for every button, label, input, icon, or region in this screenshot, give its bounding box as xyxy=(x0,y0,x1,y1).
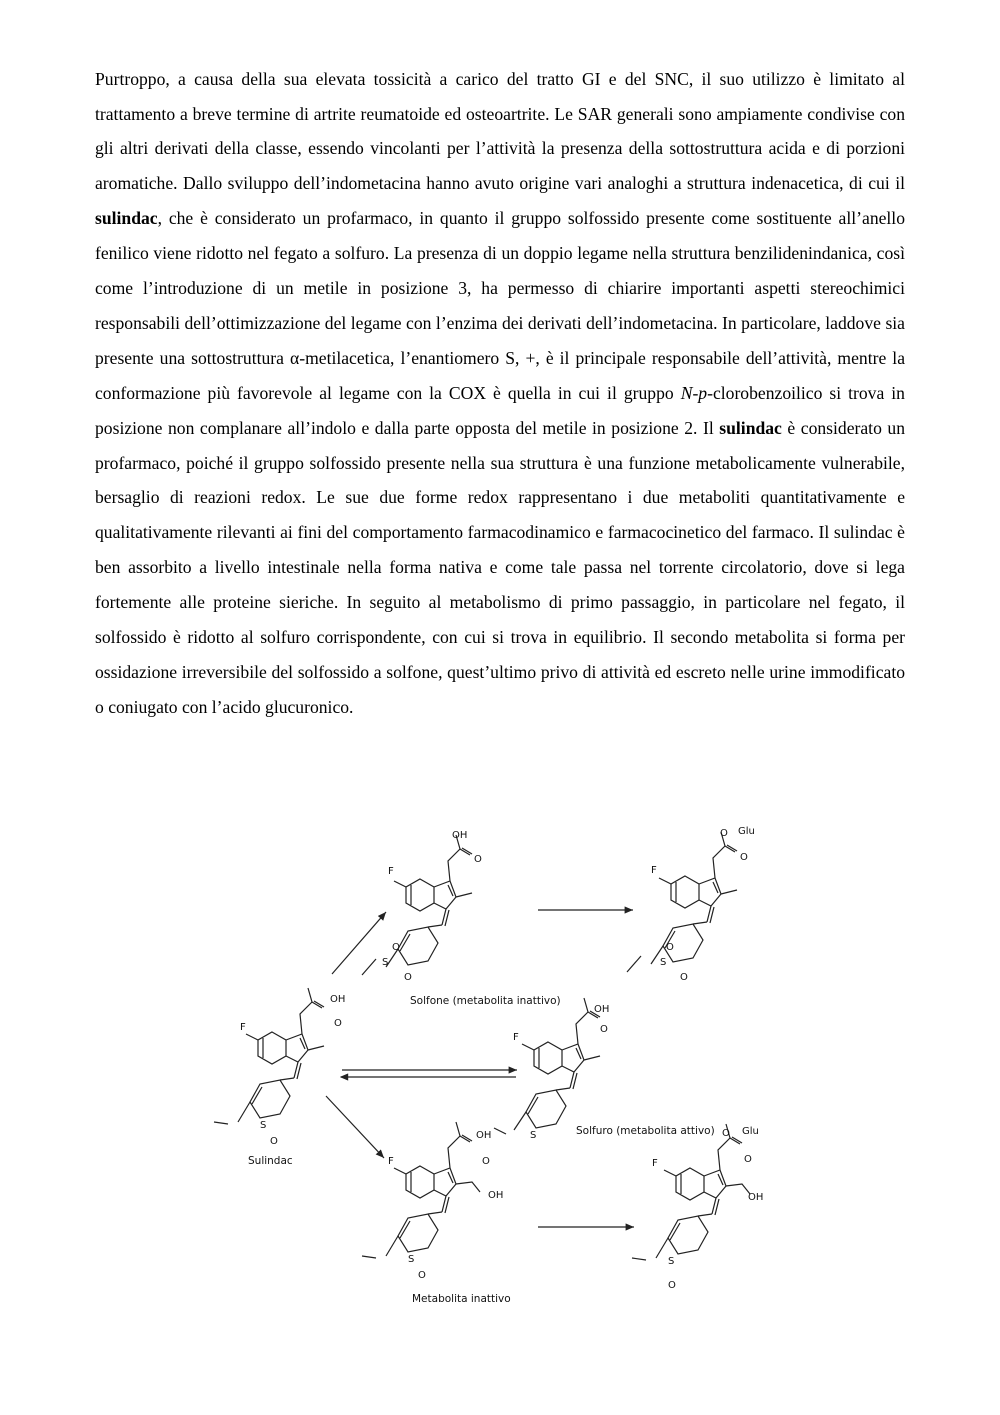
hydroxyl-label: OH xyxy=(452,830,468,841)
sulfur-label: S xyxy=(408,1254,415,1265)
metabolism-scheme xyxy=(0,800,1000,1320)
arrow-to-inactive-metabolite xyxy=(326,1096,384,1158)
caption-solfuro: Solfuro (metabolita attivo) xyxy=(576,1125,715,1137)
caption-metabolita-inattivo: Metabolita inattivo xyxy=(412,1293,511,1305)
oxygen-label: O xyxy=(680,972,688,983)
oxygen-label: O xyxy=(404,972,412,983)
text-run: è considerato un profarmaco, poiché il gruppo solfossido presente nella sua struttura è una funzione metabolicamente vulnerabile, bersaglio di reazioni redox. Le sue due forme redox rappresentano i due metaboliti quantitativamente e qualitativamente rilevanti ai fini del comportamento farmacodinamico e farmacocinetico del farmaco. Il sulindac è ben assorbito a livello intestinale nella forma nativa e come tale passa nel torrente circolatorio, dove si lega fortemente alle proteine sieriche. In seguito al metabolismo di primo passaggio, in particolare nel fegato, il solfossido è ridotto al solfuro corrispondente, con cui si trova in equilibrio. Il secondo metabolita si forma per ossidazione irreversibile del solfossido a solfone, quest’ultimo privo di attività ed escreto nelle urine immodificato o coniugato con l’acido glucuronico. xyxy=(95,417,905,717)
sulfur-label: S xyxy=(382,957,389,968)
sulfide-structure xyxy=(494,998,600,1134)
arrow-to-solfone xyxy=(332,912,389,974)
caption-solfone: Solfone (metabolita inattivo) xyxy=(410,995,561,1007)
oxygen-label: O xyxy=(270,1136,278,1147)
oxygen-label: O xyxy=(666,942,674,953)
hydroxyl-label: OH xyxy=(488,1190,504,1201)
oxygen-label: O xyxy=(392,942,400,953)
bold-term-sulindac: sulindac xyxy=(95,208,158,229)
glucuronide-label: Glu xyxy=(742,1126,759,1137)
sulfone-structure xyxy=(362,835,472,975)
text-run: Purtroppo, a causa della sua elevata tossicità a carico del tratto GI e del SNC, il suo utilizzo è limitato al trattamento a breve termine di artrite reumatoide ed osteoartrite. Le SAR generali sono ampiamente condivise con gli altri derivati della classe, essendo vincolanti per l’attività la presenza della sottostruttura acida e di porzioni aromatiche. Dallo sviluppo dell’indometacina hanno avuto origine vari analoghi a struttura indenacetica, di cui il xyxy=(95,68,905,194)
sulfur-label: S xyxy=(660,957,667,968)
sulfone-glucuronide-structure xyxy=(627,832,737,972)
oxygen-label: O xyxy=(722,1128,730,1139)
hydroxyl-label: OH xyxy=(330,994,346,1005)
bold-term-sulindac: sulindac xyxy=(719,417,782,438)
fluorine-label: F xyxy=(240,1022,246,1033)
oxygen-label: O xyxy=(668,1280,676,1291)
inactive-glucuronide-structure xyxy=(632,1124,750,1260)
sulindac-structure xyxy=(214,988,324,1124)
fluorine-label: F xyxy=(652,1158,658,1169)
caption-sulindac: Sulindac xyxy=(248,1155,293,1167)
glucuronide-label: Glu xyxy=(738,826,755,837)
body-paragraph xyxy=(95,62,905,725)
italic-term: N-p xyxy=(680,382,708,403)
hydroxyl-label: OH xyxy=(476,1130,492,1141)
oxygen-label: O xyxy=(418,1270,426,1281)
sulfur-label: S xyxy=(260,1120,267,1131)
fluorine-label: F xyxy=(513,1032,519,1043)
hydroxyl-label: OH xyxy=(594,1004,610,1015)
sulfur-label: S xyxy=(530,1130,537,1141)
text-run: -clorobenzoilico si trova in posizione non complanare all’indolo e dalla parte opposta del metile in posizione 2. Il xyxy=(95,382,905,438)
sulfur-label: S xyxy=(668,1256,675,1267)
oxygen-label: O xyxy=(740,852,748,863)
fluorine-label: F xyxy=(388,1156,394,1167)
oxygen-label: O xyxy=(334,1018,342,1029)
fluorine-label: F xyxy=(651,865,657,876)
text-run: , che è considerato un profarmaco, in quanto il gruppo solfossido presente come sostituente all’anello fenilico viene ridotto nel fegato a solfuro. La presenza di un doppio legame nella struttura benzilidenindanica, così come l’introduzione di un metile in posizione 3, ha permesso di chiarire importanti aspetti stereochimici responsabili dell’ottimizzazione del legame con l’enzima dei derivati dell’indometacina. In particolare, laddove sia presente una sottostruttura α-metilacetica, l’enantiomero S, +, è il principale responsabile dell’attività, mentre la conformazione più favorevole al legame con la COX è quella in cui il gruppo xyxy=(95,208,905,403)
fluorine-label: F xyxy=(388,866,394,877)
oxygen-label: O xyxy=(600,1024,608,1035)
oxygen-label: O xyxy=(474,854,482,865)
oxygen-label: O xyxy=(720,828,728,839)
hydroxyl-label: OH xyxy=(748,1192,764,1203)
oxygen-label: O xyxy=(482,1156,490,1167)
oxygen-label: O xyxy=(744,1154,752,1165)
inactive-metabolite-structure xyxy=(362,1122,480,1258)
